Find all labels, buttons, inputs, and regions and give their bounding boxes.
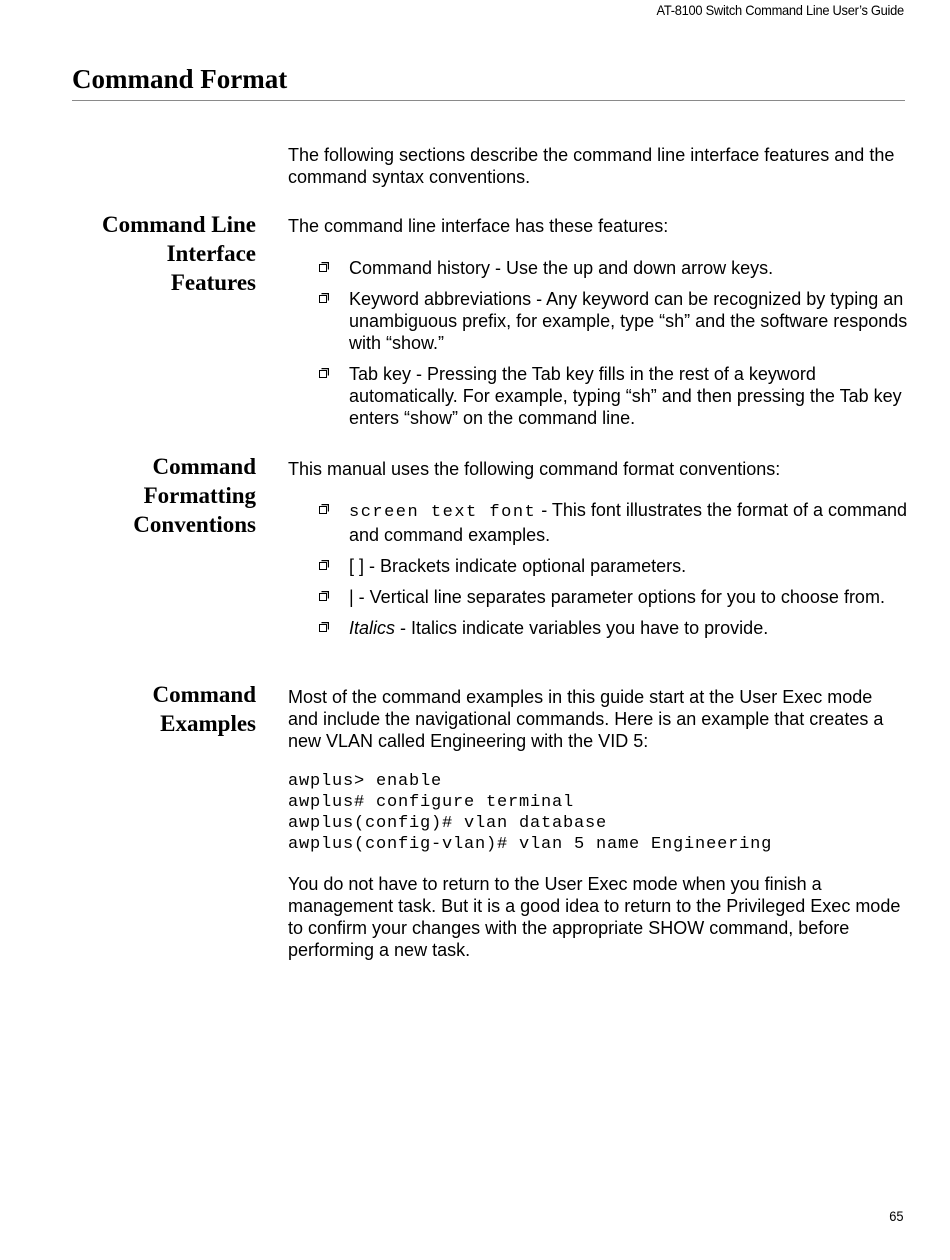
heading-formatting-conventions [36,452,256,539]
list-item-text: [ ] - Brackets indicate optional parameters. [349,556,687,576]
code-line: awplus(config)# vlan database [288,814,608,833]
checkbox-bullet-icon [319,262,329,272]
title-rule [72,100,905,101]
list-item [319,499,909,546]
heading-command-examples [36,680,256,738]
checkbox-bullet-icon [319,591,329,601]
list-item [319,257,909,279]
heading-line: Command [152,682,256,707]
list-item [319,586,909,608]
list-item-text: Tab key - Pressing the Tab key fills in the rest of a keyword automatically. For example, typing “sh” and then pressing the Tab key enters “show” on the command line. [349,364,902,428]
features-list [319,257,909,438]
screen-font-term: screen text font [349,503,537,522]
examples-lead: Most of the command examples in this guide start at the User Exec mode and include the navigational commands. Here is an example that creates a new VLAN called Engineering with the VID 5: [288,687,884,751]
heading-line: Formatting [143,483,256,508]
list-item-text: Keyword abbreviations - Any keyword can be recognized by typing an unambiguous prefix, for example, type “sh” and the software responds with “show.” [349,289,908,353]
heading-cli-features [36,210,256,297]
heading-line: Command [152,454,256,479]
list-item [319,555,909,577]
list-item [319,363,909,429]
checkbox-bullet-icon [319,504,329,514]
list-item-text: - This font illustrates the format of a command and command examples. [349,500,908,545]
conventions-list [319,499,909,648]
conventions-lead: This manual uses the following command format conventions: [288,459,781,479]
checkbox-bullet-icon [319,622,329,632]
list-item [319,617,909,639]
heading-line: Command Line [102,212,256,237]
heading-line: Interface [166,241,256,266]
features-lead: The command line interface has these features: [288,216,669,236]
checkbox-bullet-icon [319,560,329,570]
list-item-text: - Italics indicate variables you have to provide. [395,618,769,638]
running-header: AT-8100 Switch Command Line User’s Guide [656,2,904,18]
checkbox-bullet-icon [319,293,329,303]
code-line: awplus(config-vlan)# vlan 5 name Engineering [288,835,773,854]
code-line: awplus# configure terminal [288,793,575,812]
intro-paragraph: The following sections describe the command line interface features and the command syntax conventions. [288,145,895,187]
checkbox-bullet-icon [319,368,329,378]
page-title: Command Format [72,64,288,94]
heading-line: Features [170,270,256,295]
examples-closing: You do not have to return to the User Exec mode when you finish a management task. But it is a good idea to return to the Privileged Exec mode to confirm your changes with the appropriate SHOW command, before performing a new task. [288,874,901,960]
heading-line: Examples [160,711,256,736]
list-item-text: Command history - Use the up and down arrow keys. [349,258,774,278]
page-number: 65 [889,1208,904,1224]
code-example [288,771,772,855]
list-item [319,288,909,354]
code-line: awplus> enable [288,772,443,791]
italics-term: Italics [349,618,396,638]
list-item-text: | - Vertical line separates parameter options for you to choose from. [349,587,885,607]
heading-line: Conventions [133,512,256,537]
